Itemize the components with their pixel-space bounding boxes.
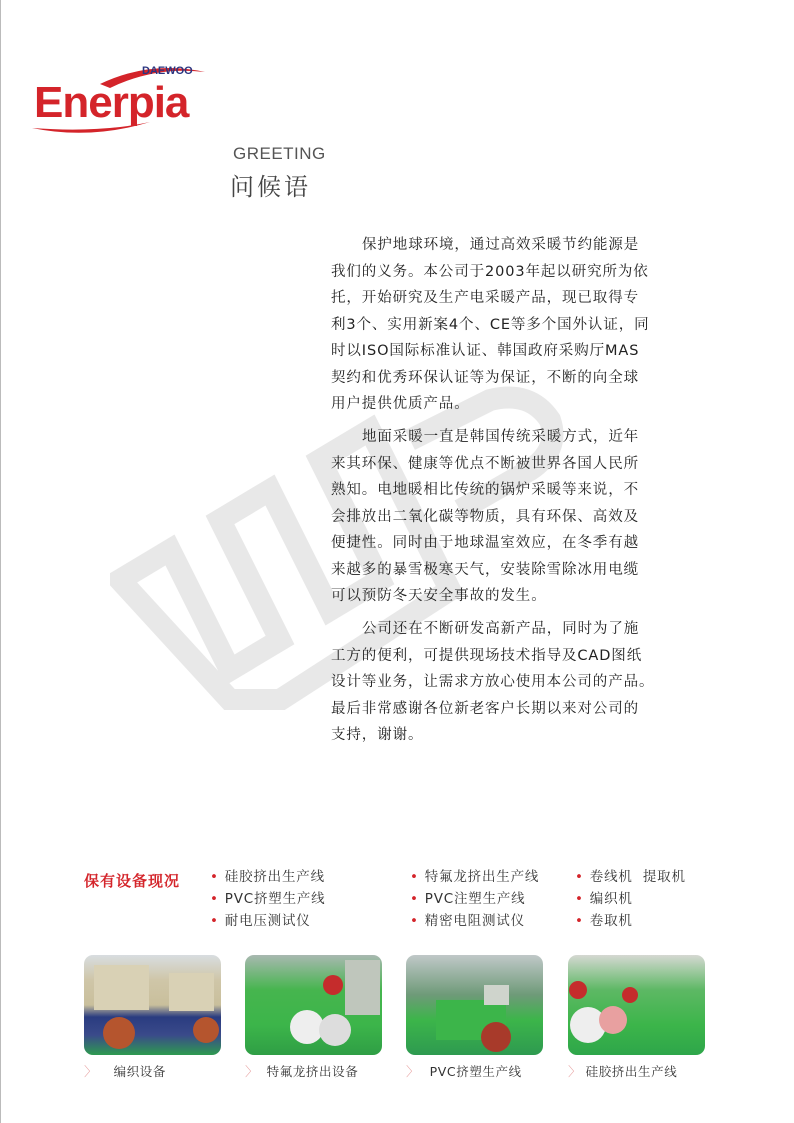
photo-teflon-extrusion [245,955,382,1055]
equipment-item [210,866,325,888]
equipment-title: 保有设备现况 [84,872,181,890]
bullet-icon: • [575,869,584,885]
logo-daewoo: DAEWOO [142,65,193,77]
equipment-item [410,910,539,932]
bullet-icon: • [410,891,419,907]
bullet-icon: • [575,913,584,929]
equipment-label: 精密电阻测试仪 [424,913,525,929]
equipment-label: 卷线机 提取机 [589,869,686,885]
caption-text: 编织设备 [113,1064,167,1079]
paragraph-3 [331,616,671,749]
chevron-right-icon: 〉 [568,1065,582,1080]
equipment-list-3 [575,866,686,932]
greeting-body [331,232,671,755]
greeting-title-en: GREETING [233,144,326,163]
chevron-right-icon: 〉 [245,1065,259,1080]
bullet-icon: • [210,869,219,885]
text-line: 会排放出二氧化碳等物质，具有环保、高效及 [331,508,639,525]
machine-image [568,955,705,1055]
photo-caption [84,1063,166,1082]
text-line: 时以ISO国际标准认证、韩国政府采购厅MAS [331,343,640,359]
equipment-item [210,910,325,932]
bullet-icon: • [210,891,219,907]
machine-image [406,955,543,1055]
page-edge [0,0,1,1123]
photo-caption [568,1063,677,1082]
text-line: 保护地球环境，通过高效采暖节约能源是 [362,237,640,253]
text-line: 设计等业务，让需求方放心使用本公司的产品。 [331,674,655,690]
caption-text: 特氟龙挤出设备 [266,1064,359,1079]
machine-image [84,955,221,1055]
photo-pvc-extrusion [406,955,543,1055]
equipment-label: 耐电压测试仪 [224,913,311,929]
text-line: 最后非常感谢各位新老客户长期以来对公司的 [331,700,639,717]
caption-text: 硅胶挤出生产线 [585,1064,678,1079]
paragraph-2 [331,424,671,610]
logo-wordmark: Enerpia [34,78,189,127]
equipment-list-2 [410,866,539,932]
text-line: 熟知。电地暖相比传统的锅炉采暖等来说，不 [331,482,639,498]
caption-text: PVC挤塑生产线 [429,1064,522,1079]
equipment-item [575,866,686,888]
equipment-label: 特氟龙挤出生产线 [424,869,540,885]
text-line: 我们的义务。本公司于2003年起以研究所为依 [331,263,649,280]
machine-image [245,955,382,1055]
equipment-item [410,866,539,888]
enerpia-logo [30,60,210,138]
text-line: 托，开始研究及生产电采暖产品，现已取得专 [331,290,639,306]
equipment-label: 编织机 [589,891,633,907]
bullet-icon: • [410,913,419,929]
text-line: 利3个、实用新案4个、CE等多个国外认证，同 [331,316,650,333]
text-line: 便捷性。同时由于地球温室效应，在冬季有越 [331,535,639,551]
text-line: 契约和优秀环保认证等为保证，不断的向全球 [331,369,639,386]
paragraph-1 [331,232,671,418]
bullet-icon: • [575,891,584,907]
photo-braiding-equipment [84,955,221,1055]
text-line: 可以预防冬天安全事故的发生。 [331,588,547,604]
equipment-label: 硅胶挤出生产线 [224,869,325,885]
text-line: 用户提供优质产品。 [331,396,470,412]
text-line: 来越多的暴雪极寒天气，安装除雪除冰用电缆 [331,561,639,578]
photo-silicone-extrusion [568,955,705,1055]
chevron-right-icon: 〉 [84,1065,98,1080]
photo-caption [406,1063,522,1082]
text-line: 工方的便利，可提供现场技术指导及CAD图纸 [331,647,643,664]
text-line: 来其环保、健康等优点不断被世界各国人民所 [331,455,639,472]
equipment-item [575,910,686,932]
equipment-label: 卷取机 [589,913,633,929]
bullet-icon: • [210,913,219,929]
equipment-item [210,888,325,910]
equipment-item [410,888,539,910]
text-line: 公司还在不断研发高新产品，同时为了施 [362,621,640,637]
chevron-right-icon: 〉 [406,1065,420,1080]
equipment-label: PVC注塑生产线 [424,891,526,907]
text-line: 地面采暖一直是韩国传统采暖方式，近年 [362,429,640,445]
equipment-label: PVC挤塑生产线 [224,891,326,907]
equipment-item [575,888,686,910]
equipment-list-1 [210,866,325,932]
photo-caption [245,1063,358,1082]
bullet-icon: • [410,869,419,885]
text-line: 支持，谢谢。 [331,727,424,743]
greeting-title-cn: 问候语 [230,173,311,201]
